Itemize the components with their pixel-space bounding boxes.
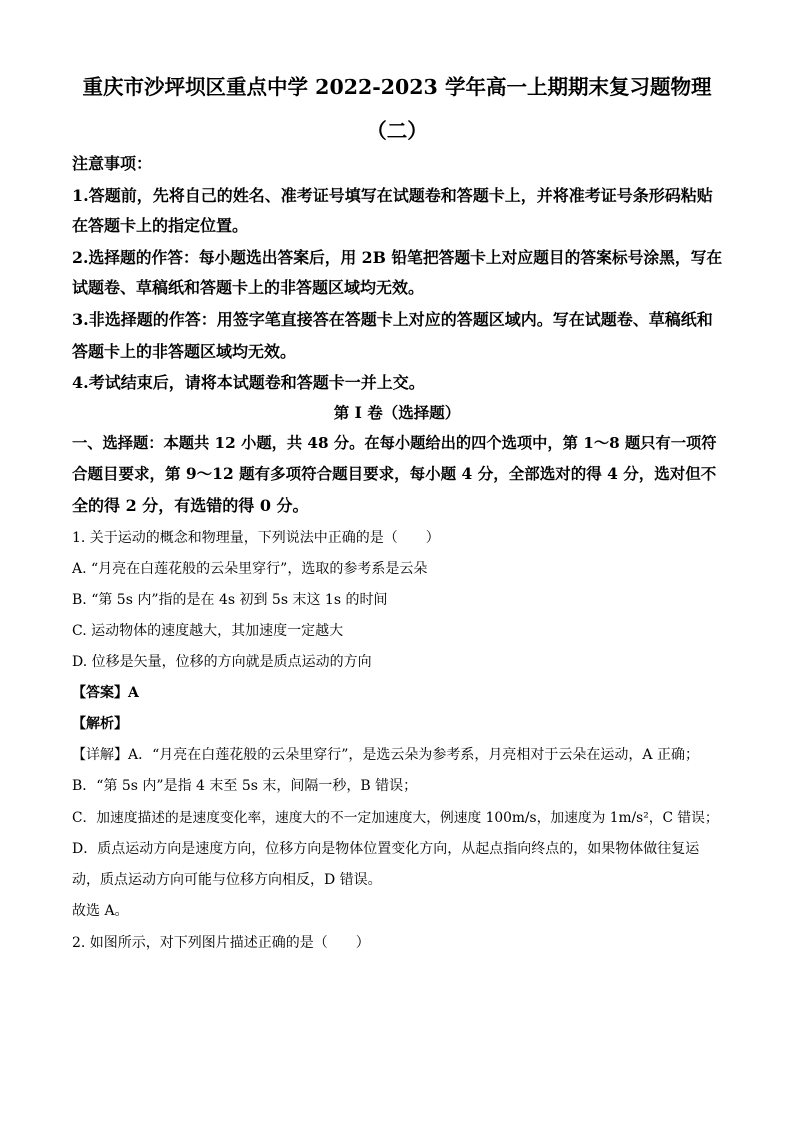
question-1-detail-line: 动，质点运动方向可能与位移方向相反，D 错误。	[72, 872, 382, 888]
question-1-analysis-label: 【解析】	[72, 716, 128, 732]
question-1-option-c: C. 运动物体的速度越大，其加速度一定越大	[72, 623, 344, 639]
section-intro-line: 一、选择题：本题共 12 小题，共 48 分。在每小题给出的四个选项中，第 1～8 题只有一项符	[72, 434, 717, 452]
question-1-detail-line: 【详解】A．“月亮在白莲花般的云朵里穿行”，是选云朵为参考系，月亮相对于云朵在运动，A 正确；	[72, 747, 699, 763]
notice-line: 答题卡上的非答题区域均无效。	[72, 342, 297, 361]
question-1-option-b: B. “第 5s 内”指的是在 4s 初到 5s 末这 1s 的时间	[72, 592, 388, 608]
exam-title: 重庆市沙坪坝区重点中学 2022-2023 学年高一上期期末复习题物理	[82, 75, 712, 99]
notice-line: 4.考试结束后，请将本试题卷和答题卡一并上交。	[72, 373, 425, 392]
question-1-detail-line: B．“第 5s 内”是指 4 末至 5s 末，间隔一秒，B 错误；	[72, 778, 418, 794]
question-1-conclusion: 故选 A。	[72, 903, 129, 919]
notice-line: 3.非选择题的作答：用签字笔直接答在答题卡上对应的答题区域内。写在试题卷、草稿纸和	[72, 310, 713, 329]
section-title: 第 I 卷（选择题）	[333, 403, 461, 422]
section-intro-line: 全的得 2 分，有选错的得 0 分。	[72, 496, 309, 515]
question-1-detail-line: C．加速度描述的是速度变化率，速度大的不一定加速度大，例速度 100m/s，加速度为 1m/s²，C 错误；	[72, 810, 719, 826]
notice-line: 1.答题前，先将自己的姓名、准考证号填写在试题卷和答题卡上，并将准考证号条形码粘贴	[72, 186, 713, 205]
section-intro-line: 合题目要求，第 9～12 题有多项符合题目要求，每小题 4 分，全部选对的得 4 分，选对但不	[72, 464, 717, 483]
question-1-option-a: A. “月亮在白莲花般的云朵里穿行”，选取的参考系是云朵	[72, 561, 428, 577]
exam-title-part: （二）	[366, 119, 428, 143]
question-1-stem: 1. 关于运动的概念和物理量，下列说法中正确的是（ ）	[72, 530, 440, 546]
question-2-stem: 2. 如图所示，对下列图片描述正确的是（ ）	[72, 935, 370, 951]
notice-line: 试题卷、草稿纸和答题卡上的非答题区域均无效。	[72, 278, 425, 297]
question-1-option-d: D. 位移是矢量，位移的方向就是质点运动的方向	[72, 654, 372, 670]
question-1-answer: 【答案】A	[72, 685, 139, 701]
notice-line: 2.选择题的作答：每小题选出答案后，用 2B 铅笔把答题卡上对应题目的答案标号涂黑，写在	[72, 248, 723, 267]
notice-heading: 注意事项：	[72, 154, 153, 173]
question-1-detail-line: D．质点运动方向是速度方向，位移方向是物体位置变化方向，从起点指向终点的，如果物体做往复运	[72, 841, 700, 857]
notice-line: 在答题卡上的指定位置。	[72, 216, 249, 235]
